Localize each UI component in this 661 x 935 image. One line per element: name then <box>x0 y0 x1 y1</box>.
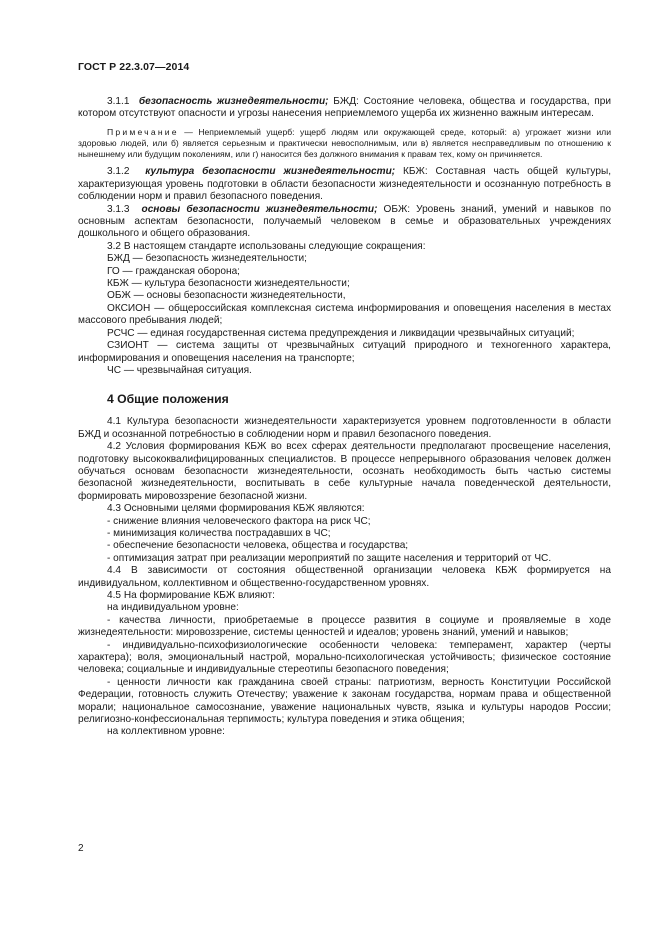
individual-item: - качества личности, приобретаемые в процессе развития в социуме и проявляемые в ходе жизнедеятельности: мировоззрение, системы ценностей и идеалов; уровень знаний, умений и навыков; <box>78 614 611 639</box>
page-number: 2 <box>78 843 84 854</box>
abbreviation-item: СЗИОНТ — система защиты от чрезвычайных ситуаций природного и техногенного характера, информирования и оповещения населения на транспорте; <box>78 340 611 364</box>
clause-4-1: 4.1 Культура безопасности жизнедеятельности характеризуется уровнем подготовленности в области БЖД и осознанной потребностью в соблюдении норм и правил безопасного поведения. <box>78 416 611 440</box>
term-3-1-1 <box>78 96 611 121</box>
abbreviation-item: ОБЖ — основы безопасности жизнедеятельности, <box>107 290 346 302</box>
clause-4-2: 4.2 Условия формирования КБЖ во всех сферах деятельности предполагают просвещение населения, подготовку высококвалифицированных специалистов. В процессе непрерывного образования человек должен обучаться основам безопасности жизнедеятельности, осознать необходимость быть частью системы безопасной жизнедеятельности, воспитывать в себе культурные начала поведенческой деятельности, формировать мировоззрение безопасной жизни. <box>78 441 611 502</box>
term-name: основы безопасности жизнедеятельности; <box>141 203 378 215</box>
clause-number: 3.1.2 <box>107 166 130 178</box>
clause-number: 3.1.3 <box>107 203 130 215</box>
term-name: культура безопасности жизнедеятельности; <box>145 166 396 178</box>
term-definition: БЖД: Состояние человека, общества и государства, при котором отсутствуют опасности и угрозы нанесения неприемлемого ущерба их жизненно важным интересам. <box>78 96 611 120</box>
abbreviation-item: ЧС — чрезвычайная ситуация. <box>107 364 252 376</box>
goal-item: - минимизация количества пострадавших в ЧС; <box>107 527 331 539</box>
abbreviation-item: ОКСИОН — общероссийская комплексная система информирования и оповещения населения в местах массового пребывания людей; <box>78 302 611 327</box>
goal-item: - обеспечение безопасности человека, общества и государства; <box>107 540 409 552</box>
individual-item: - ценности личности как гражданина своей страны: патриотизм, верность Конституции Российской Федерации, готовность служить Отечеству; уважение к законам государства, нормам права и общественной морали; национальное самосознание, уважение национальных чувств, языка и культуры народов России; религиозно-конфессиональная терпимость; культура поведения и этика общения; <box>78 676 611 726</box>
document-header: ГОСТ Р 22.3.07—2014 <box>78 61 190 73</box>
term-definition: КБЖ: Составная часть общей культуры, характеризующая уровень подготовки в области безопасности жизнедеятельности и осознанную потребность в соблюдении норм и правил безопасного поведения. <box>78 166 612 203</box>
individual-item: - индивидуально-психофизиологические особенности человека: темперамент, характер (черты характера); воля, эмоциональный настрой, морально-психологическая устойчивость; физическое состояние человека; социальные и индивидуальные стереотипы безопасного поведения; <box>78 639 611 676</box>
abbreviations-intro: 3.2 В настоящем стандарте использованы следующие сокращения: <box>107 240 426 252</box>
document-body <box>78 96 611 739</box>
clause-4-4: 4.4 В зависимости от состояния общественной организации человека КБЖ формируется на индивидуальном, коллективном и общественно-государственном уровнях. <box>78 565 611 589</box>
section-4-title: 4 Общие положения <box>107 392 229 407</box>
clause-number: 3.1.1 <box>107 96 130 107</box>
abbreviation-item: БЖД — безопасность жизнедеятельности; <box>107 253 307 265</box>
term-3-1-3 <box>78 204 611 241</box>
term-3-1-2 <box>78 166 611 203</box>
note <box>78 127 611 161</box>
term-name: безопасность жизнедеятельности; <box>138 96 329 107</box>
goal-item: - оптимизация затрат при реализации мероприятий по защите населения и территорий от ЧС. <box>107 552 552 564</box>
note-label: Примечание <box>107 126 179 137</box>
goal-item: - снижение влияния человеческого фактора на риск ЧС; <box>107 515 371 527</box>
term-definition: ОБЖ: Уровень знаний, умений и навыков по основным аспектам безопасности, получаемый человеком в семье и образовательных учреждениях дошкольного и общего образования. <box>78 203 612 240</box>
note-text: — Неприемлемый ущерб: ущерб людям или окружающей среде, который: а) угрожает жизни или здоровью людей, или б) является серьезным и практически невосполнимым, или в) является несправедливым по отношению к нынешнему или будущим поколениям, или г) наносится без должного внимания к правам тех, кому он причиняется. <box>78 126 611 160</box>
abbreviation-item: РСЧС — единая государственная система предупреждения и ликвидации чрезвычайных ситуаций; <box>107 327 575 339</box>
clause-4-3: 4.3 Основными целями формирования КБЖ являются: <box>107 503 365 515</box>
individual-level-heading: на индивидуальном уровне: <box>107 602 239 614</box>
clause-4-5: 4.5 На формирование КБЖ влияют: <box>107 590 275 602</box>
abbreviation-item: ГО — гражданская оборона; <box>107 265 240 277</box>
abbreviation-item: КБЖ — культура безопасности жизнедеятельности; <box>107 278 350 290</box>
collective-level-heading: на коллективном уровне: <box>107 726 225 738</box>
